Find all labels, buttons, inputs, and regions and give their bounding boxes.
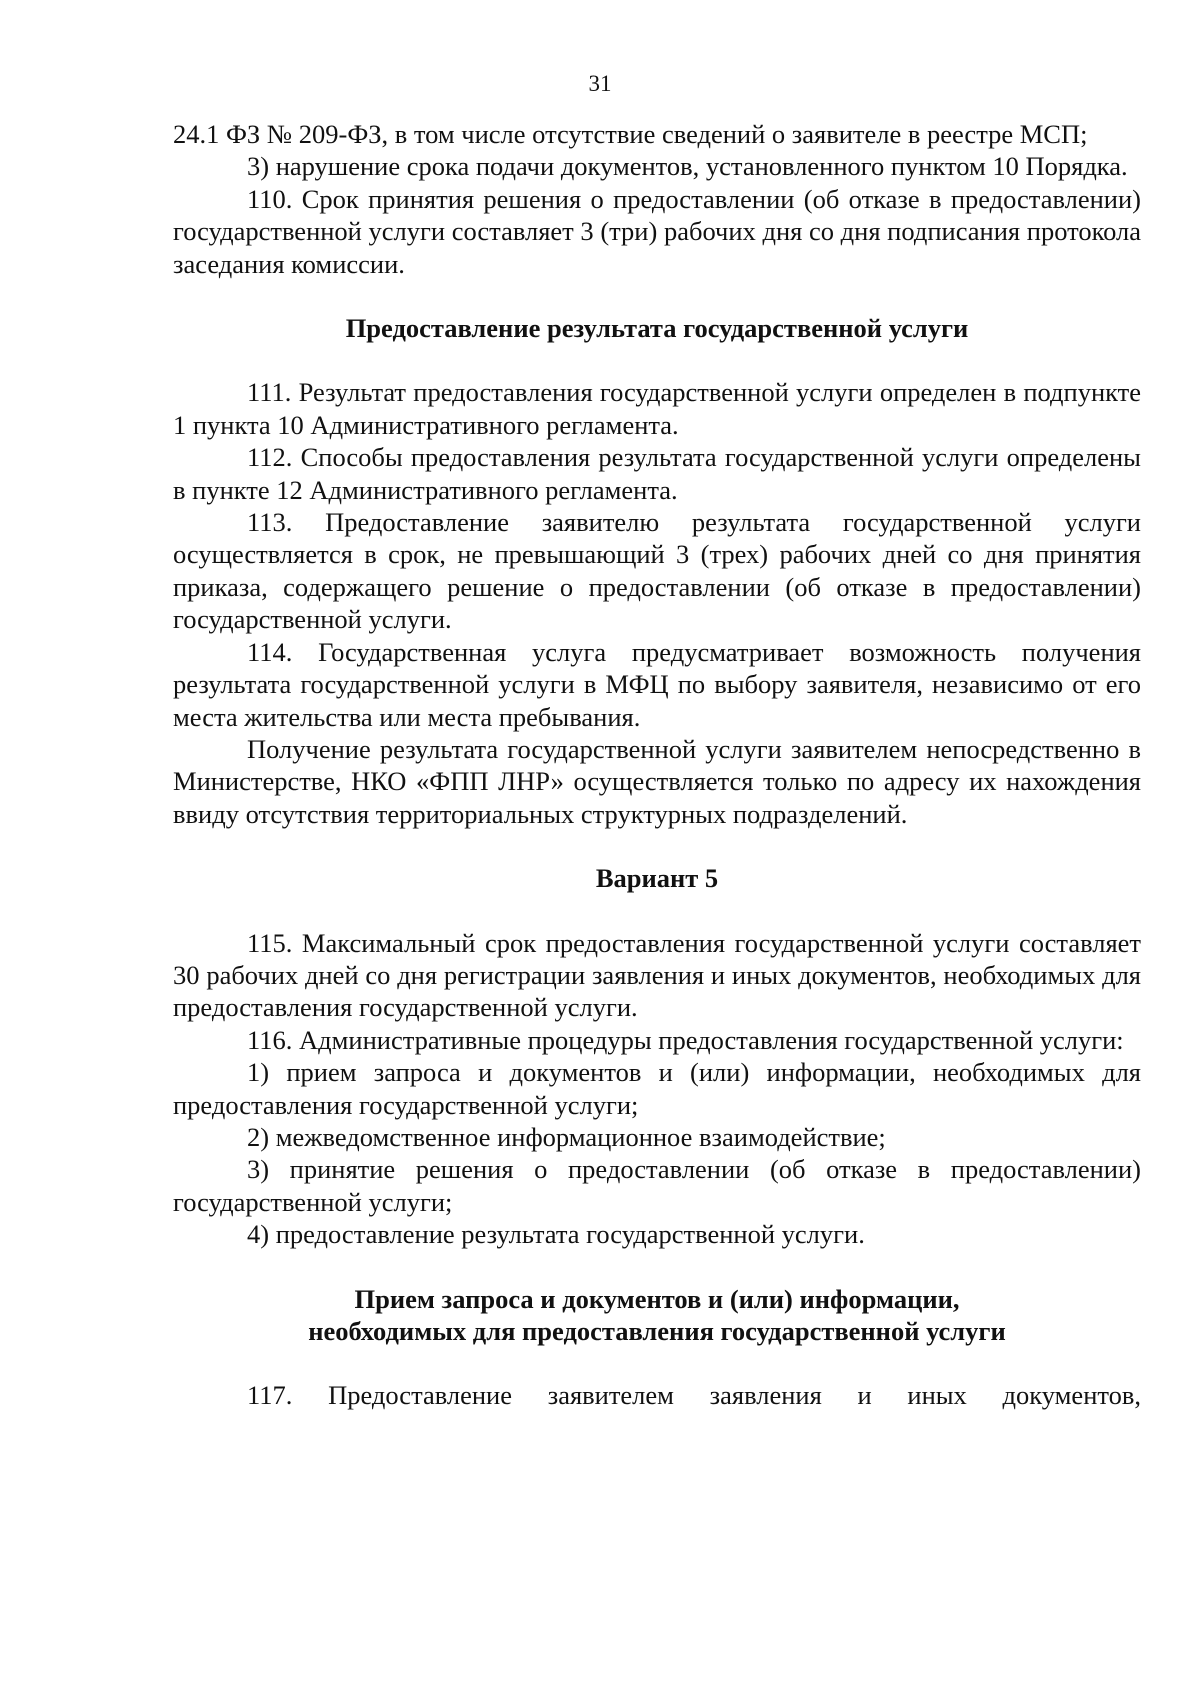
- document-body: [173, 118, 1141, 1412]
- list-item-2: 2) межведомственное информационное взаимодействие;: [247, 1121, 886, 1152]
- paragraph-111: 111. Результат предоставления государственной услуги определен в подпункте 1 пункта 10 Административного регламента.: [173, 377, 1141, 440]
- section-heading-line-2: необходимых для предоставления государственной услуги: [308, 1316, 1006, 1346]
- paragraph-114: 114. Государственная услуга предусматривает возможность получения результата государственной услуги в МФЦ по выбору заявителя, независимо от его места жительства или места пребывания.: [173, 636, 1141, 732]
- section-heading-line-1: Прием запроса и документов и (или) информации,: [354, 1283, 960, 1314]
- paragraph-110: 110. Срок принятия решения о предоставлении (об отказе в предоставлении) государственной услуги составляет 3 (три) рабочих дня со дня подписания протокола заседания комиссии.: [173, 183, 1141, 279]
- paragraph-115: 115. Максимальный срок предоставления государственной услуги составляет 30 рабочих дней со дня регистрации заявления и иных документов, необходимых для предоставления государственной услуги.: [173, 927, 1141, 1023]
- paragraph-receipt: Получение результата государственной услуги заявителем непосредственно в Министерстве, НКО «ФПП ЛНР» осуществляется только по адресу их нахождения ввиду отсутствия территориальных структурных подразделений.: [173, 733, 1141, 829]
- paragraph-116: 116. Административные процедуры предоставления государственной услуги:: [247, 1024, 1124, 1055]
- section-heading-request-intake: [173, 1283, 1141, 1348]
- paragraph-117: 117. Предоставление заявителем заявления и иных документов,: [247, 1380, 1141, 1411]
- paragraph-item-3-deadline-violation: 3) нарушение срока подачи документов, установленного пунктом 10 Порядка.: [247, 151, 1128, 182]
- list-item-1: 1) прием запроса и документов и (или) информации, необходимых для предоставления государственной услуги;: [173, 1057, 1141, 1120]
- list-item-4: 4) предоставление результата государственной услуги.: [247, 1219, 865, 1250]
- section-heading-variant-5: Вариант 5: [595, 863, 719, 894]
- page-number: 31: [588, 71, 612, 96]
- list-item-3: 3) принятие решения о предоставлении (об отказе в предоставлении) государственной услуги;: [173, 1154, 1141, 1217]
- paragraph-24-1-continuation: 24.1 ФЗ № 209-ФЗ, в том числе отсутствие сведений о заявителе в реестре МСП;: [173, 119, 1088, 149]
- paragraph-113: 113. Предоставление заявителю результата государственной услуги осуществляется в срок, не превышающий 3 (трех) рабочих дней со дня принятия приказа, содержащего решение о предоставлении (об отказе в предоставлении) государственной услуги.: [173, 507, 1141, 635]
- paragraph-112: 112. Способы предоставления результата государственной услуги определены в пункте 12 Административного регламента.: [173, 442, 1141, 505]
- section-heading-result-provision: Предоставление результата государственной услуги: [345, 313, 969, 344]
